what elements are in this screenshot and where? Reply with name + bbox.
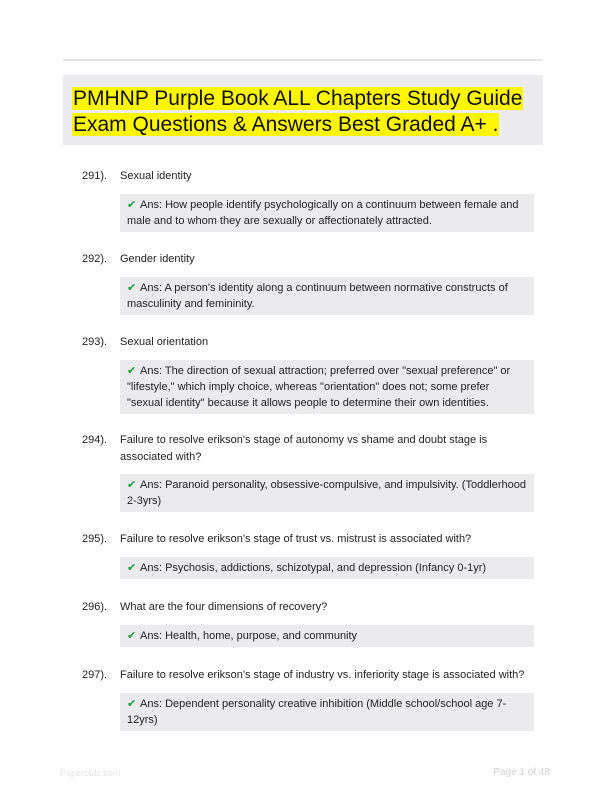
answer-text: Ans: How people identify psychologically on a continuum between female and male and to whom they are sexually or affectionately attracted. xyxy=(127,199,519,227)
answer-box xyxy=(120,693,534,731)
question-text: Sexual identity xyxy=(120,170,192,182)
question-text: Sexual orientation xyxy=(120,336,209,348)
question-text: Failure to resolve erikson's stage of autonomy vs shame and doubt stage is associated with? xyxy=(120,434,488,463)
answer-text: Ans: A person's identity along a continuum between normative constructs of masculinity and femininity. xyxy=(127,282,508,310)
answer-box xyxy=(120,194,534,232)
answer-box xyxy=(120,474,534,512)
answer-box xyxy=(120,277,534,315)
question-number: 295). xyxy=(82,533,108,545)
question-text: What are the four dimensions of recovery? xyxy=(120,601,328,613)
answer-box xyxy=(120,360,534,414)
question-number: 292). xyxy=(82,253,108,265)
question-text: Failure to resolve erikson's stage of industry vs. inferiority stage is associated with? xyxy=(120,669,525,681)
question-number: 296). xyxy=(82,601,108,613)
answer-box xyxy=(120,625,534,647)
answer-text: Ans: Paranoid personality, obsessive-compulsive, and impulsivity. (Toddlerhood 2-3yrs) xyxy=(127,479,527,507)
check-icon: ✔ xyxy=(127,478,137,491)
check-icon: ✔ xyxy=(127,629,137,642)
check-icon: ✔ xyxy=(127,281,137,294)
question-text: Gender identity xyxy=(120,253,195,265)
check-icon: ✔ xyxy=(127,561,137,574)
question-text: Failure to resolve erikson's stage of trust vs. mistrust is associated with? xyxy=(120,533,472,545)
check-icon: ✔ xyxy=(127,198,137,211)
check-icon: ✔ xyxy=(127,364,137,377)
question-number: 294). xyxy=(82,434,108,446)
footer-watermark: Paperbtdc.com xyxy=(60,768,121,778)
check-icon: ✔ xyxy=(127,697,137,710)
answer-text: Ans: The direction of sexual attraction; preferred over "sexual preference" or "lifestyle," which imply choice, whereas "orientation" does not; some prefer "sexual identity" because it allows people to determine their own identities. xyxy=(127,365,511,409)
answer-text: Ans: Psychosis, addictions, schizotypal, and depression (Infancy 0-1yr) xyxy=(140,562,487,574)
document-title xyxy=(72,86,542,138)
answer-box xyxy=(120,557,534,579)
question-number: 291). xyxy=(82,170,108,182)
title-highlight: PMHNP Purple Book ALL Chapters Study Guide Exam Questions & Answers Best Graded A+ . xyxy=(73,87,523,136)
question-number: 293). xyxy=(82,336,108,348)
answer-text: Ans: Health, home, purpose, and community xyxy=(140,630,358,642)
header-divider xyxy=(63,59,543,61)
answer-text: Ans: Dependent personality creative inhibition (Middle school/school age 7-12yrs) xyxy=(127,698,507,726)
page-indicator: Page 1 of 48 xyxy=(493,767,550,778)
question-number: 297). xyxy=(82,669,108,681)
